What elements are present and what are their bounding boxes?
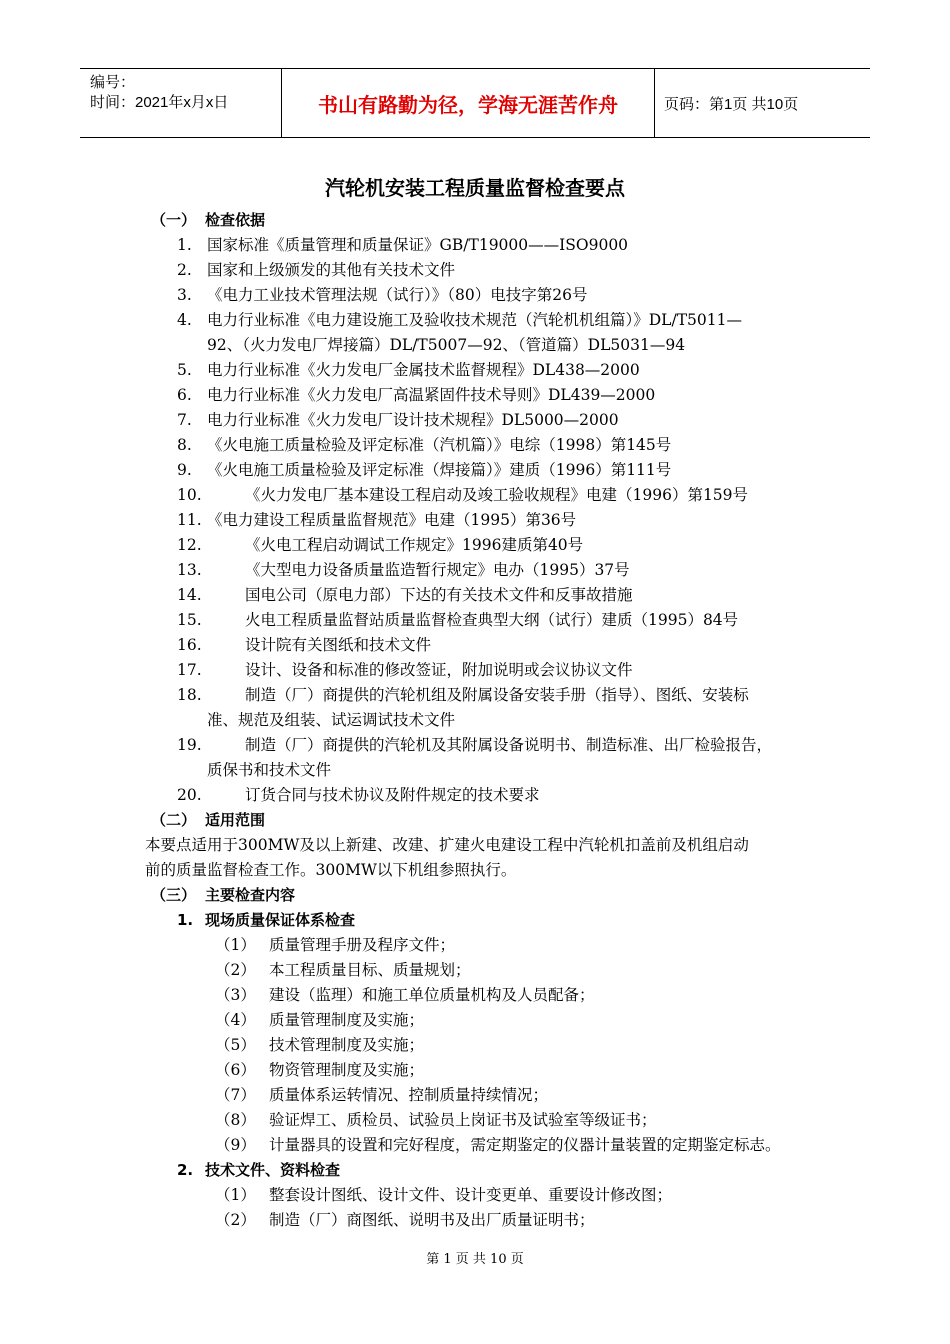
subsection-number: 1.	[177, 911, 194, 929]
item-text: 《电力工业技术管理法规（试行）》（80）电技字第26号	[207, 286, 588, 304]
item-text: 《火电工程启动调试工作规定》1996建质第40号	[245, 536, 584, 554]
list-item	[145, 358, 825, 383]
section-label: 检查依据	[205, 211, 266, 229]
item-number: 10.	[177, 486, 202, 504]
section-number: （三）	[151, 886, 197, 904]
list-item	[145, 558, 825, 583]
item-number: 2.	[177, 261, 192, 279]
list-item	[145, 283, 825, 308]
subsection-number: 2.	[177, 1161, 194, 1179]
list-item	[145, 958, 825, 983]
item-text: 整套设计图纸、设计文件、设计变更单、重要设计修改图；	[269, 1186, 673, 1204]
list-item	[145, 1133, 825, 1158]
item-text: 《火电施工质量检验及评定标准（焊接篇）》建质（1996）第111号	[207, 461, 672, 479]
item-number: 5.	[177, 361, 192, 379]
item-number: 4.	[177, 311, 192, 329]
item-number: 16.	[177, 636, 202, 654]
list-item	[145, 733, 825, 758]
item-text: 物资管理制度及实施；	[269, 1061, 425, 1079]
list-item	[145, 933, 825, 958]
item-number: （8）	[215, 1111, 256, 1129]
item-number: （5）	[215, 1036, 256, 1054]
item-text: 设计、设备和标准的修改签证，附加说明或会议协议文件	[245, 661, 633, 679]
header-meta	[80, 69, 280, 137]
item-text: 电力行业标准《火力发电厂高温紧固件技术导则》DL439—2000	[207, 386, 656, 404]
item-text: 国电公司（原电力部）下达的有关技术文件和反事故措施	[245, 586, 633, 604]
item-text: 订货合同与技术协议及附件规定的技术要求	[245, 786, 540, 804]
item-number: 17.	[177, 661, 202, 679]
item-number: 14.	[177, 586, 202, 604]
scope-paragraph	[145, 833, 825, 883]
item-text: 制造（厂）商图纸、说明书及出厂质量证明书；	[269, 1211, 595, 1229]
item-number: （4）	[215, 1011, 256, 1029]
item-number: 3.	[177, 286, 192, 304]
page-header	[80, 68, 870, 138]
document-check-list	[145, 1183, 825, 1233]
item-number: （3）	[215, 986, 256, 1004]
item-number: （7）	[215, 1086, 256, 1104]
item-text: 国家标准《质量管理和质量保证》GB/T19000——ISO9000	[207, 236, 629, 254]
item-number: （6）	[215, 1061, 256, 1079]
item-text: 电力行业标准《火力发电厂设计技术规程》DL5000—2000	[207, 411, 619, 429]
item-number: 15.	[177, 611, 202, 629]
subsection-label: 技术文件、资料检查	[205, 1161, 341, 1179]
list-item	[145, 408, 825, 433]
list-item	[145, 633, 825, 658]
item-text-continued: 92、（火力发电厂焊接篇）DL/T5007—92、（管道篇）DL5031—94	[207, 336, 686, 354]
list-item	[145, 233, 825, 258]
header-motto: 书山有路勤为径，学海无涯苦作舟	[281, 69, 655, 137]
document-body	[145, 208, 825, 1233]
section-heading-scope	[145, 808, 825, 833]
basis-list	[145, 233, 825, 808]
item-number: 7.	[177, 411, 192, 429]
header-page-number: 页码：第1页 共10页	[664, 95, 799, 113]
section-label: 主要检查内容	[205, 886, 296, 904]
list-item	[145, 608, 825, 633]
item-number: 12.	[177, 536, 202, 554]
item-text: 制造（厂）商提供的汽轮机组及附属设备安装手册（指导）、图纸、安装标	[245, 686, 749, 704]
subsection-label: 现场质量保证体系检查	[205, 911, 356, 929]
list-item	[145, 533, 825, 558]
item-number: 6.	[177, 386, 192, 404]
list-item	[145, 433, 825, 458]
list-item	[145, 683, 825, 708]
item-number: 20.	[177, 786, 202, 804]
list-item	[145, 483, 825, 508]
list-item	[145, 658, 825, 683]
scope-line: 本要点适用于300MW及以上新建、改建、扩建火电建设工程中汽轮机扣盖前及机组启动	[145, 836, 749, 854]
list-item	[145, 783, 825, 808]
item-text: 计量器具的设置和完好程度，需定期鉴定的仪器计量装置的定期鉴定标志。	[269, 1136, 781, 1154]
section-label: 适用范围	[205, 811, 266, 829]
item-text: 验证焊工、质检员、试验员上岗证书及试验室等级证书；	[269, 1111, 657, 1129]
item-text: 本工程质量目标、质量规划；	[269, 961, 471, 979]
item-number: （1）	[215, 936, 256, 954]
list-item	[145, 458, 825, 483]
date-label: 时间：2021年x月x日	[90, 94, 229, 111]
list-item	[145, 1008, 825, 1033]
item-text: 质量管理制度及实施；	[269, 1011, 425, 1029]
item-text: 《电力建设工程质量监督规范》电建（1995）第36号	[207, 511, 577, 529]
list-item	[145, 508, 825, 533]
item-text: 制造（厂）商提供的汽轮机及其附属设备说明书、制造标准、出厂检验报告，	[245, 736, 773, 754]
section-number: （一）	[151, 211, 197, 229]
list-item	[145, 258, 825, 283]
item-text: 设计院有关图纸和技术文件	[245, 636, 432, 654]
item-number: 9.	[177, 461, 192, 479]
item-text: 电力行业标准《电力建设施工及验收技术规范（汽轮机机组篇）》DL/T5011—	[207, 311, 742, 329]
item-number: （1）	[215, 1186, 256, 1204]
number-label: 编号：	[90, 74, 136, 91]
item-text: 质量管理手册及程序文件；	[269, 936, 456, 954]
item-number: 1.	[177, 236, 192, 254]
item-text: 质量体系运转情况、控制质量持续情况；	[269, 1086, 549, 1104]
item-text: 火电工程质量监督站质量监督检查典型大纲（试行）建质（1995）84号	[245, 611, 739, 629]
item-number: （2）	[215, 961, 256, 979]
list-item	[145, 1208, 825, 1233]
item-text-continued: 准、规范及组装、试运调试技术文件	[207, 711, 456, 729]
item-text: 《火电施工质量检验及评定标准（汽机篇）》电综（1998）第145号	[207, 436, 672, 454]
list-item	[145, 1058, 825, 1083]
list-item	[145, 1108, 825, 1133]
item-text: 国家和上级颁发的其他有关技术文件	[207, 261, 456, 279]
document-title: 汽轮机安装工程质量监督检查要点	[325, 176, 625, 200]
qa-check-list	[145, 933, 825, 1158]
list-item	[145, 983, 825, 1008]
scope-line: 前的质量监督检查工作。300MW以下机组参照执行。	[145, 861, 517, 879]
item-text: 《大型电力设备质量监造暂行规定》电办（1995）37号	[245, 561, 630, 579]
list-item	[145, 1083, 825, 1108]
subsection-heading-qa-system	[145, 908, 825, 933]
item-number: 18.	[177, 686, 202, 704]
item-number: 11.	[177, 511, 202, 529]
list-item	[145, 583, 825, 608]
item-text: 电力行业标准《火力发电厂金属技术监督规程》DL438—2000	[207, 361, 640, 379]
item-text-continued: 质保书和技术文件	[207, 761, 332, 779]
subsection-heading-documents	[145, 1158, 825, 1183]
item-text: 《火力发电厂基本建设工程启动及竣工验收规程》电建（1996）第159号	[245, 486, 749, 504]
section-heading-content	[145, 883, 825, 908]
section-heading-basis	[145, 208, 825, 233]
list-item	[145, 308, 825, 333]
list-item	[145, 1033, 825, 1058]
item-number: 13.	[177, 561, 202, 579]
section-number: （二）	[151, 811, 197, 829]
item-text: 建设（监理）和施工单位质量机构及人员配备；	[269, 986, 595, 1004]
item-text: 技术管理制度及实施；	[269, 1036, 425, 1054]
list-item	[145, 1183, 825, 1208]
item-number: （9）	[215, 1136, 256, 1154]
item-number: 19.	[177, 736, 202, 754]
item-number: （2）	[215, 1211, 256, 1229]
page-footer: 第 1 页 共 10 页	[426, 1252, 524, 1267]
item-number: 8.	[177, 436, 192, 454]
list-item	[145, 383, 825, 408]
